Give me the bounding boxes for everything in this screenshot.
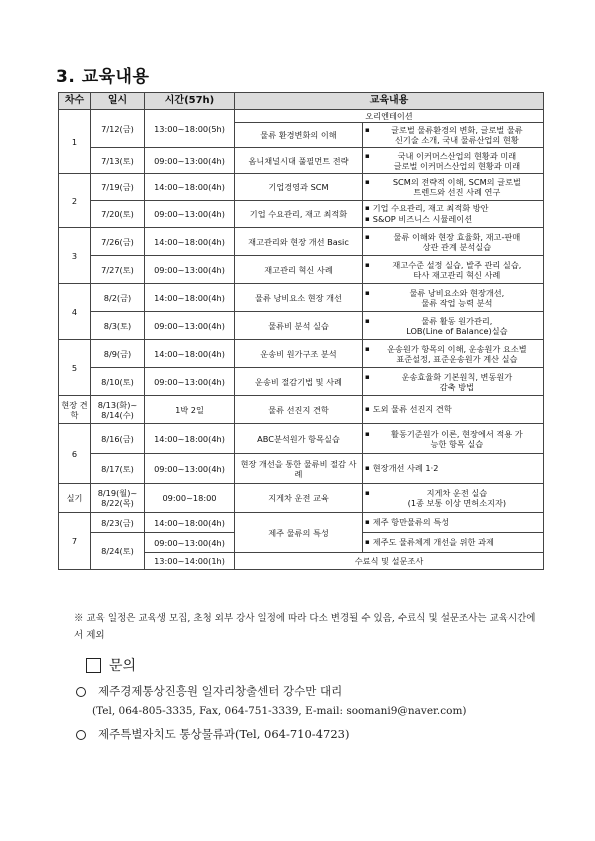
table-row [59,454,544,484]
table-row [59,201,544,228]
table-row [59,424,544,454]
detail-line: 물류 낭비요소와 현장개선, [409,287,505,298]
time-cell: 13:00~14:00(1h) [145,553,235,570]
topic-cell: 재고관리 혁신 사례 [235,256,363,284]
bullet-icon: ▪ [365,344,370,353]
inquiry-heading-label: 문의 [109,658,137,674]
detail-cell [363,424,544,454]
bullet-icon: ▪ [365,178,370,186]
round-cell: 실기 [59,484,91,513]
date-cell: 7/19(금) [91,174,145,201]
detail-line: 활동기준원가 이론, 현장에서 적용 가 [391,428,523,439]
detail-line: 현장개선 사례 1·2 [372,463,439,474]
detail-cell [363,396,544,424]
detail-line: (1종 보통 이상 면허소지자) [407,498,507,509]
bullet-icon: ▪ [365,405,370,414]
time-cell: 14:00~18:00(4h) [145,284,235,312]
detail-cell [363,256,544,284]
detail-line: 도외 물류 선진지 견학 [372,404,452,415]
detail-line: S&OP 비즈니스 시뮬레이션 [372,214,473,225]
date-cell: 8/17(토) [91,454,145,484]
time-cell: 1박 2일 [145,396,235,424]
table-row [59,513,544,533]
closing-cell: 수료식 및 설문조사 [235,553,544,570]
bullet-icon: ▪ [365,316,370,325]
topic-cell: 물류 선진지 견학 [235,396,363,424]
detail-line: 글로벌 이커머스산업의 현황과 미래 [393,160,521,171]
detail-cell [363,201,544,228]
topic-cell: 제주 물류의 특성 [235,513,363,553]
header-round: 차수 [59,93,91,110]
checkbox-square-icon [86,658,101,673]
detail-line: 물류 활동 원가관리, [421,315,493,326]
topic-cell: 기업경영과 SCM [235,174,363,201]
detail-line: 지게차 운전 실습 [426,488,488,498]
header-content: 교육내용 [235,93,544,110]
table-row [59,284,544,312]
table-row [59,174,544,201]
detail-line: 표준설정, 표준운송원가 계산 실습 [396,353,518,364]
contact-item [76,683,342,699]
time-cell: 09:00~18:00 [145,484,235,513]
bullet-icon: ▪ [365,288,370,297]
topic-cell: 옴니채널시대 풀필먼트 전략 [235,148,363,174]
table-row [59,148,544,174]
inquiry-heading [86,655,136,675]
date-cell: 7/13(토) [91,148,145,174]
date-cell: 8/9(금) [91,340,145,368]
time-cell: 14:00~18:00(4h) [145,174,235,201]
detail-line: 능한 항목 실습 [430,438,484,449]
header-time: 시간(57h) [145,93,235,110]
table-row [59,228,544,256]
round-cell: 2 [59,174,91,228]
bullet-icon: ▪ [365,489,370,497]
header-date: 일시 [91,93,145,110]
table-row [59,340,544,368]
bullet-icon: ▪ [365,260,370,269]
detail-line: 상관 관계 분석실습 [422,241,492,252]
detail-line: SCM의 전략적 이해, SCM의 글로벌 [392,177,521,187]
contact-detail: (Tel, 064-805-3335, Fax, 064-751-3339, E-mail: soomani9@naver.com) [92,705,467,717]
detail-line: LOB(Line of Balance)실습 [406,325,508,336]
detail-cell [363,228,544,256]
contact-text: 제주경제통상진흥원 일자리창출센터 강수만 대리 [98,684,343,698]
detail-line: 제주도 물류체계 개선을 위한 과제 [372,537,494,548]
topic-cell: 운송비 원가구조 분석 [235,340,363,368]
table-row [59,484,544,513]
contact-item [76,726,349,742]
detail-line: 제주 항만물류의 특성 [372,517,450,528]
bullet-icon: ▪ [365,215,370,224]
detail-line: 타사 재고관리 혁신 사례 [413,269,501,280]
bullet-icon: ▪ [365,126,370,134]
table-row [59,110,544,123]
time-cell: 09:00~13:00(4h) [145,454,235,484]
detail-line: 운송효율화 기본원칙, 변동원가 [401,371,513,382]
time-cell: 09:00~13:00(4h) [145,201,235,228]
date-cell: 8/3(토) [91,312,145,340]
round-cell: 7 [59,513,91,570]
round-cell: 3 [59,228,91,284]
detail-cell [363,513,544,533]
circle-bullet-icon [76,730,86,740]
table-row [59,368,544,396]
circle-bullet-icon [76,687,86,697]
time-cell: 09:00~13:00(4h) [145,256,235,284]
detail-line: 감축 방법 [439,381,474,392]
round-cell: 4 [59,284,91,340]
detail-cell [363,312,544,340]
time-cell: 14:00~18:00(4h) [145,340,235,368]
date-cell: 8/24(토) [91,533,145,570]
detail-line: 물류 이해와 현장 효율화, 재고-판매 [393,231,521,242]
topic-cell: 물류비 분석 실습 [235,312,363,340]
bullet-icon: ▪ [365,204,370,213]
bullet-icon: ▪ [365,538,370,547]
detail-line: 신기술 소개, 국내 물류산업의 현황 [395,135,519,146]
section-title: 3. 교육내용 [56,67,150,87]
detail-cell [363,533,544,553]
orientation-cell: 오리엔테이션 [235,110,544,123]
time-cell: 14:00~18:00(4h) [145,228,235,256]
table-row [59,396,544,424]
schedule-note: ※ 교육 일정은 교육생 모집, 초청 외부 강사 일정에 따라 다소 변경될 수 있음, 수료식 및 설문조사는 교육시간에서 제외 [74,613,536,641]
topic-cell: 물류 낭비요소 현장 개선 [235,284,363,312]
bullet-icon: ▪ [365,151,370,160]
date-cell: 8/10(토) [91,368,145,396]
round-cell: 5 [59,340,91,396]
detail-cell [363,123,544,148]
detail-cell [363,368,544,396]
detail-cell [363,484,544,513]
detail-line: 재고수준 설정 실습, 발주 관리 실습, [392,259,522,270]
round-cell: 현장 견학 [59,396,91,424]
round-cell: 1 [59,110,91,174]
time-cell: 09:00~13:00(4h) [145,533,235,553]
contact-text: 제주특별자치도 통상물류과(Tel, 064-710-4723) [98,727,350,741]
bullet-icon: ▪ [365,518,370,527]
date-cell: 8/13(화)~ 8/14(수) [91,396,145,424]
time-cell: 09:00~13:00(4h) [145,368,235,396]
detail-cell [363,454,544,484]
date-cell: 8/2(금) [91,284,145,312]
detail-line: 트렌드와 선진 사례 연구 [413,187,501,198]
date-cell: 7/20(토) [91,201,145,228]
bullet-icon: ▪ [365,429,370,438]
bullet-icon: ▪ [365,232,370,241]
detail-cell [363,148,544,174]
detail-line: 국내 이커머스산업의 현황과 미래 [397,150,517,161]
date-cell: 8/16(금) [91,424,145,454]
time-cell: 13:00~18:00(5h) [145,110,235,148]
topic-cell: 재고관리와 현장 개선 Basic [235,228,363,256]
table-header-row [59,93,544,110]
time-cell: 09:00~13:00(4h) [145,148,235,174]
time-cell: 09:00~13:00(4h) [145,312,235,340]
detail-cell [363,340,544,368]
topic-cell: 현장 개선을 통한 물류비 절감 사례 [235,454,363,484]
date-cell: 8/19(월)~ 8/22(목) [91,484,145,513]
topic-cell: 운송비 절감기법 및 사례 [235,368,363,396]
detail-line: 물류 작업 능력 분석 [421,297,493,308]
bullet-icon: ▪ [365,464,370,473]
date-cell: 7/12(금) [91,110,145,148]
detail-line: 기업 수요관리, 재고 최적화 방안 [372,203,489,214]
detail-line: 운송원가 항목의 이해, 운송원가 요소별 [387,343,527,354]
bullet-icon: ▪ [365,372,370,381]
time-cell: 14:00~18:00(4h) [145,424,235,454]
detail-line: 글로벌 물류환경의 변화, 글로벌 물류 [391,125,523,135]
detail-cell [363,174,544,201]
detail-cell [363,284,544,312]
schedule-table [58,92,544,570]
date-cell: 7/26(금) [91,228,145,256]
table-row [59,256,544,284]
topic-cell: 물류 환경변화의 이해 [235,123,363,148]
round-cell: 6 [59,424,91,484]
time-cell: 14:00~18:00(4h) [145,513,235,533]
topic-cell: 기업 수요관리, 재고 최적화 [235,201,363,228]
date-cell: 7/27(토) [91,256,145,284]
topic-cell: ABC분석원가 항목실습 [235,424,363,454]
date-cell: 8/23(금) [91,513,145,533]
topic-cell: 지게차 운전 교육 [235,484,363,513]
table-row [59,312,544,340]
